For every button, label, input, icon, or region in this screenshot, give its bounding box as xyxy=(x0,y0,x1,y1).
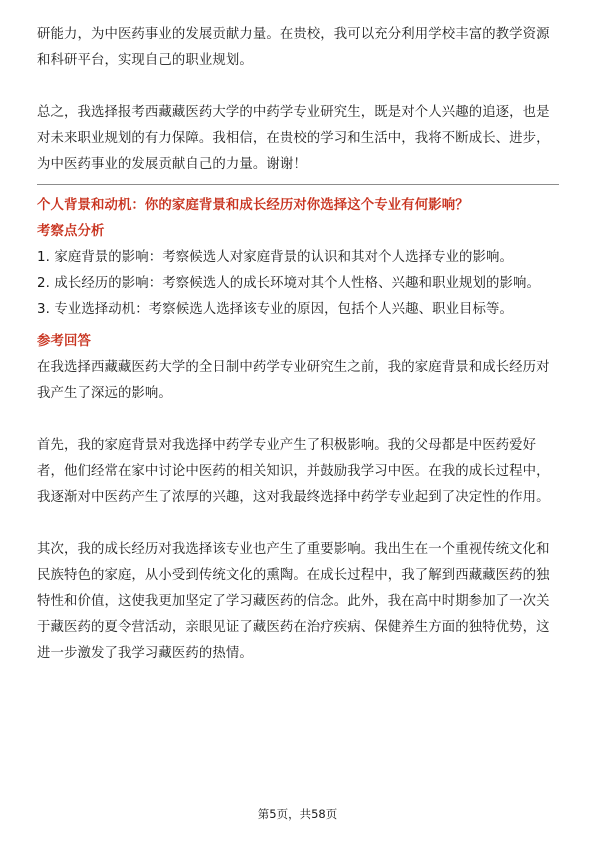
intro-paragraph-1: 研能力，为中医药事业的发展贡献力量。在贵校，我可以充分利用学校丰富的教学资源和科研平台，实现自己的职业规划。 xyxy=(37,27,550,68)
section-divider xyxy=(37,184,559,185)
answer-heading: 参考回答 xyxy=(37,334,91,349)
analysis-item-3: 3. 专业选择动机：考察候选人选择该专业的原因，包括个人兴趣、职业目标等。 xyxy=(37,302,514,317)
intro-paragraph-2: 总之，我选择报考西藏藏医药大学的中药学专业研究生，既是对个人兴趣的追逐，也是对未来职业规划的有力保障。我相信，在贵校的学习和生活中，我将不断成长、进步，为中医药事业的发展贡献自己的力量。谢谢！ xyxy=(37,105,550,172)
answer-paragraph-1: 在我选择西藏藏医药大学的全日制中药学专业研究生之前，我的家庭背景和成长经历对我产生了深远的影响。 xyxy=(37,360,550,401)
document-page xyxy=(37,22,559,667)
answer-paragraph-2: 首先，我的家庭背景对我选择中药学专业产生了积极影响。我的父母都是中医药爱好者，他们经常在家中讨论中医药的相关知识，并鼓励我学习中医。在我的成长过程中，我逐渐对中医药产生了浓厚的兴趣，这对我最终选择中药学专业起到了决定性的作用。 xyxy=(37,438,550,505)
analysis-item-1: 1. 家庭背景的影响：考察候选人对家庭背景的认识和其对个人选择专业的影响。 xyxy=(37,250,514,265)
analysis-item-2: 2. 成长经历的影响：考察候选人的成长环境对其个人性格、兴趣和职业规划的影响。 xyxy=(37,276,540,291)
analysis-heading: 考察点分析 xyxy=(37,224,105,239)
interview-question: 个人背景和动机：你的家庭背景和成长经历对你选择这个专业有何影响？ xyxy=(37,198,469,213)
page-number: 第5页，共58页 xyxy=(257,807,338,821)
answer-paragraph-3: 其次，我的成长经历对我选择该专业也产生了重要影响。我出生在一个重视传统文化和民族特色的家庭，从小受到传统文化的熏陶。在成长过程中，我了解到西藏藏医药的独特性和价值，这使我更加坚定了学习藏医药的信念。此外，我在高中时期参加了一次关于藏医药的夏令营活动，亲眼见证了藏医药在治疗疾病、保健养生方面的独特优势，这进一步激发了我学习藏医药的热情。 xyxy=(37,542,550,661)
